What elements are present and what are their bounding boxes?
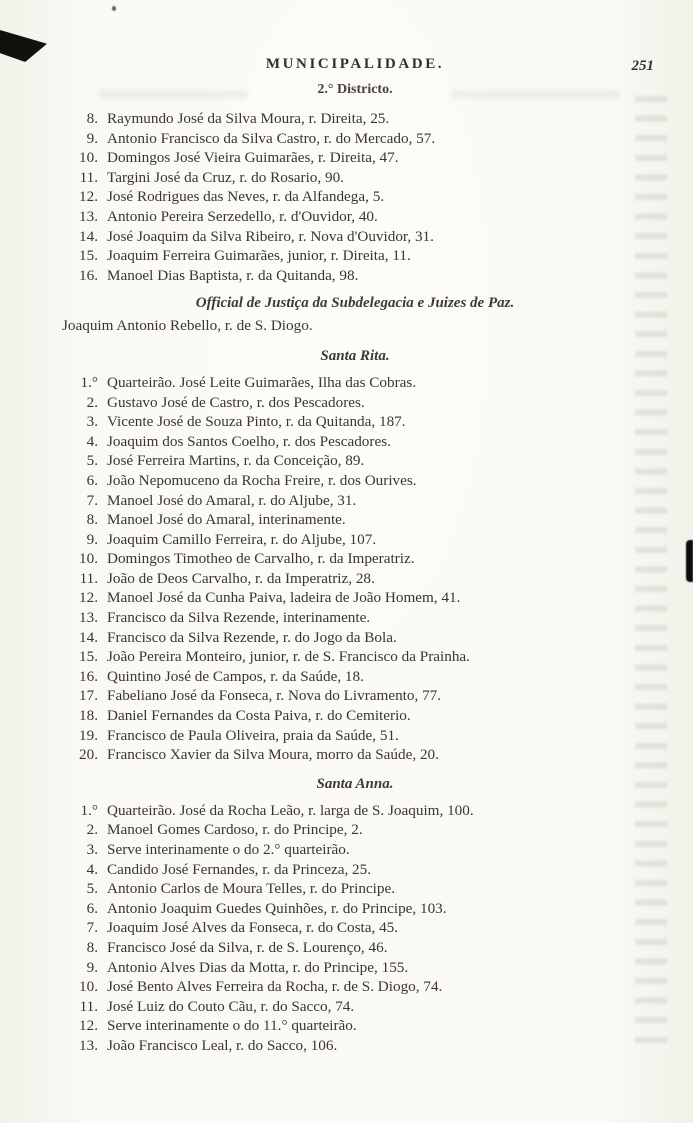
entry-text: José Joaquim da Silva Ribeiro, r. Nova d'Ouvidor, 31.: [107, 227, 434, 245]
entry-number: 6.: [86, 899, 98, 917]
section-heading-santa-rita: Santa Rita.: [320, 347, 390, 364]
list-item: [62, 510, 648, 530]
entry-number: 7.: [86, 491, 98, 509]
entry-text: Francisco de Paula Oliveira, praia da Saúde, 51.: [107, 726, 399, 744]
entry-text: Quarteirão. José Leite Guimarães, Ilha das Cobras.: [107, 373, 417, 391]
list-item: [62, 530, 648, 550]
entry-number: 5.: [86, 880, 98, 898]
list-item: [62, 129, 648, 149]
section-heading-officials: Official de Justiça da Subdelegacia e Juizes de Paz.: [195, 295, 515, 312]
entry-text: Francisco Xavier da Silva Moura, morro da Saúde, 20.: [107, 746, 439, 764]
list-item: [62, 1016, 648, 1036]
entry-text: Manoel José do Amaral, r. do Aljube, 31.: [107, 491, 357, 509]
entry-text: Domingos José Vieira Guimarães, r. Direita, 47.: [107, 149, 399, 167]
entry-number: 5.: [86, 452, 98, 470]
entry-text: Antonio Alves Dias da Motta, r. do Principe, 155.: [107, 958, 409, 976]
entry-text: Antonio Pereira Serzedello, r. d'Ouvidor, 40.: [107, 207, 378, 225]
list-item: [62, 471, 648, 491]
section-heading-santa-anna: Santa Anna.: [316, 775, 394, 792]
entry-text: Antonio Francisco da Silva Castro, r. do Mercado, 57.: [107, 129, 436, 147]
entry-number: 12.: [79, 1017, 98, 1035]
entry-number: 13.: [79, 1036, 98, 1054]
list-item: [62, 266, 648, 286]
entry-number: 8.: [86, 938, 98, 956]
list-item: [62, 246, 648, 266]
entry-text: José Rodrigues das Neves, r. da Alfandega, 5.: [107, 188, 385, 206]
entry-text: Targini José da Cruz, r. do Rosario, 90.: [107, 168, 344, 186]
list-item: [62, 588, 648, 608]
list-item: [62, 667, 648, 687]
entry-text: Vicente José de Souza Pinto, r. da Quitanda, 187.: [107, 413, 406, 431]
entry-text: Joaquim José Alves da Fonseca, r. do Costa, 45.: [107, 919, 399, 937]
entry-number: 9.: [86, 530, 98, 548]
entry-number: 18.: [79, 707, 98, 725]
list-item: [62, 373, 648, 393]
entry-number: 16.: [79, 667, 98, 685]
list-item: [62, 148, 648, 168]
entry-text: João Pereira Monteiro, junior, r. de S. Francisco da Prainha.: [107, 648, 470, 666]
officials-entry: Joaquim Antonio Rebello, r. de S. Diogo.: [62, 317, 313, 335]
entry-number: 12.: [79, 589, 98, 607]
entry-text: Joaquim Ferreira Guimarães, junior, r. Direita, 11.: [107, 247, 411, 265]
entry-number: 11.: [79, 168, 98, 186]
entry-number: 15.: [79, 648, 98, 666]
list-item: [62, 569, 648, 589]
entry-text: José Bento Alves Ferreira da Rocha, r. de S. Diogo, 74.: [107, 978, 443, 996]
santa-rita-list: [62, 373, 648, 765]
list-item: [62, 1036, 648, 1056]
entry-text: Manoel Dias Baptista, r. da Quitanda, 98.: [107, 266, 359, 284]
entry-text: Quarteirão. José da Rocha Leão, r. larga de S. Joaquim, 100.: [107, 801, 474, 819]
list-item: [62, 227, 648, 247]
list-item: [62, 168, 648, 188]
entry-text: Manoel José do Amaral, interinamente.: [107, 511, 346, 529]
entry-number: 8.: [86, 511, 98, 529]
entry-text: Francisco da Silva Rezende, r. do Jogo da Bola.: [107, 628, 397, 646]
entry-text: Serve interinamente o do 11.° quarteirão.: [107, 1017, 357, 1035]
entry-number: 8.: [86, 110, 98, 127]
list-item: [62, 491, 648, 511]
list-item: [62, 706, 648, 726]
list-item: [62, 840, 648, 860]
list-item: [62, 412, 648, 432]
list-item: [62, 958, 648, 978]
entry-number: 13.: [79, 609, 98, 627]
list-item: [62, 820, 648, 840]
masthead: [62, 56, 654, 78]
santa-anna-list: [62, 801, 648, 1056]
entry-number: 10.: [79, 149, 98, 167]
entry-number: 20.: [79, 746, 98, 764]
list-item: [62, 109, 648, 129]
entry-text: Joaquim Camillo Ferreira, r. do Aljube, 107.: [107, 530, 377, 548]
list-item: [62, 628, 648, 648]
list-item: [62, 801, 648, 821]
list-item: [62, 977, 648, 997]
entry-text: Daniel Fernandes da Costa Paiva, r. do Cemiterio.: [107, 707, 411, 725]
list-item: [62, 860, 648, 880]
list-item: [62, 918, 648, 938]
entry-number: 10.: [79, 550, 98, 568]
entry-text: Fabeliano José da Fonseca, r. Nova do Livramento, 77.: [107, 687, 442, 705]
entry-text: Manoel José da Cunha Paiva, ladeira de João Homem, 41.: [107, 589, 461, 607]
list-item: [62, 451, 648, 471]
entry-text: Francisco José da Silva, r. de S. Lourenço, 46.: [107, 938, 388, 956]
entry-text: Gustavo José de Castro, r. dos Pescadores.: [107, 393, 365, 411]
list-item: [62, 726, 648, 746]
entry-number: 17.: [79, 687, 98, 705]
entry-number: 14.: [79, 227, 98, 245]
entry-number: 19.: [79, 726, 98, 744]
entry-number: 10.: [79, 978, 98, 996]
list-item: [62, 187, 648, 207]
list-item: [62, 432, 648, 452]
entry-number: 3.: [86, 841, 98, 858]
list-item: [62, 549, 648, 569]
entry-text: Quintino José de Campos, r. da Saúde, 18.: [107, 667, 364, 685]
entry-text: Manoel Gomes Cardoso, r. do Principe, 2.: [107, 821, 363, 839]
district-list: [62, 109, 648, 285]
entry-number: 9.: [86, 958, 98, 976]
entry-number: 4.: [86, 432, 98, 450]
entry-text: Candido José Fernandes, r. da Princeza, 25.: [107, 860, 372, 878]
list-item: [62, 879, 648, 899]
entry-text: José Ferreira Martins, r. da Conceição, 89.: [107, 452, 365, 470]
entry-number: 12.: [79, 188, 98, 206]
entry-number: 1.°: [80, 801, 98, 819]
entry-number: 2.: [86, 821, 98, 839]
list-item: [62, 899, 648, 919]
list-item: [62, 207, 648, 227]
entry-number: 14.: [79, 628, 98, 646]
entry-number: 13.: [79, 207, 98, 225]
entry-number: 2.: [86, 393, 98, 411]
entry-number: 16.: [79, 266, 98, 284]
page-number: 251: [631, 58, 654, 74]
entry-number: 15.: [79, 247, 98, 265]
entry-text: Antonio Carlos de Moura Telles, r. do Principe.: [107, 880, 396, 898]
entry-text: Joaquim dos Santos Coelho, r. dos Pescadores.: [107, 432, 391, 450]
district-heading: 2.° Districto.: [317, 82, 393, 97]
entry-text: João Nepomuceno da Rocha Freire, r. dos Ourives.: [107, 471, 417, 489]
entry-number: 9.: [86, 129, 98, 147]
entry-text: Raymundo José da Silva Moura, r. Direita, 25.: [107, 110, 390, 127]
entry-number: 11.: [79, 997, 98, 1015]
entry-text: Domingos Timotheo de Carvalho, r. da Imperatriz.: [107, 550, 415, 568]
entry-text: Francisco da Silva Rezende, interinamente.: [107, 609, 371, 627]
entry-number: 6.: [86, 471, 98, 489]
entry-text: Serve interinamente o do 2.° quarteirão.: [107, 841, 350, 858]
list-item: [62, 393, 648, 413]
entry-text: João Francisco Leal, r. do Sacco, 106.: [107, 1036, 338, 1054]
entry-text: Antonio Joaquim Guedes Quinhões, r. do Principe, 103.: [107, 899, 447, 917]
list-item: [62, 938, 648, 958]
list-item: [62, 608, 648, 628]
list-item: [62, 745, 648, 765]
entry-number: 1.°: [80, 373, 98, 391]
list-item: [62, 997, 648, 1017]
list-item: [62, 647, 648, 667]
entry-number: 4.: [86, 860, 98, 878]
entry-text: João de Deos Carvalho, r. da Imperatriz, 28.: [107, 569, 375, 587]
list-item: [62, 686, 648, 706]
entry-number: 7.: [86, 919, 98, 937]
entry-text: José Luiz do Couto Cãu, r. do Sacco, 74.: [107, 997, 355, 1015]
entry-number: 3.: [86, 413, 98, 431]
page-title: MUNICIPALIDADE.: [265, 56, 445, 72]
entry-number: 11.: [79, 569, 98, 587]
